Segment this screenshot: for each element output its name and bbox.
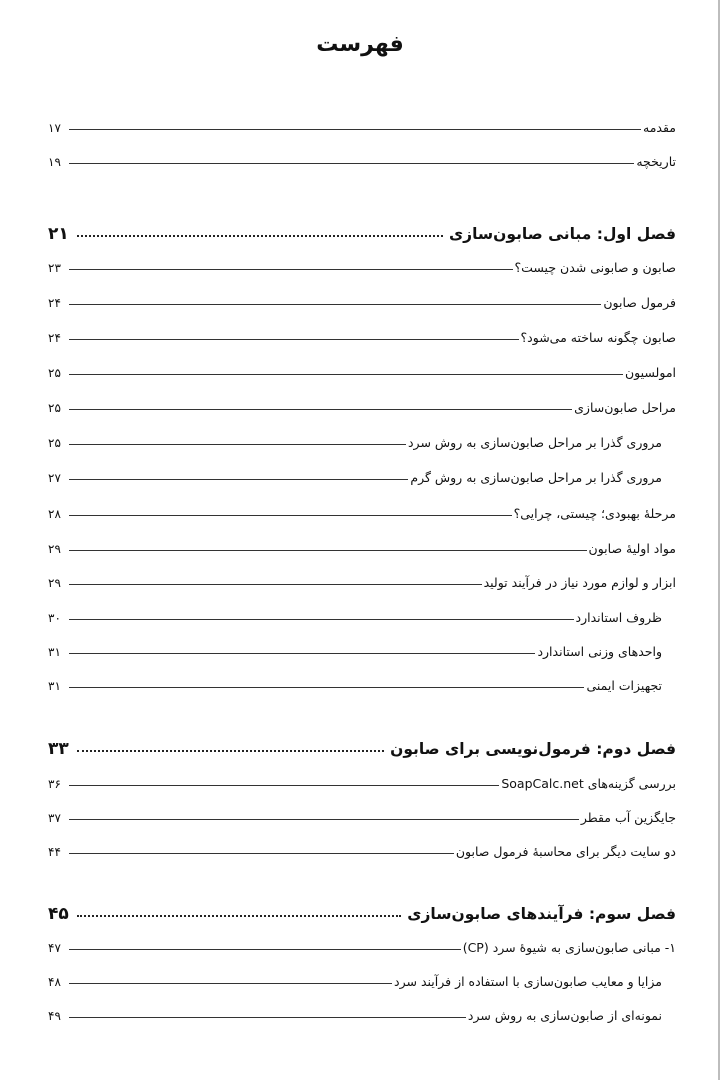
page-number: ۲۴ — [48, 296, 61, 310]
page-number: ۳۱ — [48, 679, 61, 693]
entry-label: تجهیزات ایمنی — [586, 678, 662, 693]
page-number: ۳۳ — [48, 739, 69, 759]
page-number: ۲۱ — [48, 224, 69, 244]
leader-line — [69, 949, 461, 950]
leader-dots — [77, 915, 402, 917]
leader-line — [69, 550, 587, 551]
toc-entry[interactable] — [48, 836, 676, 860]
entry-label: ابزار و لوازم مورد نیاز در فرآیند تولید — [483, 575, 676, 590]
toc-entry[interactable] — [48, 357, 676, 381]
entry-label: بررسی گزینه‌های SoapCalc.net — [501, 776, 676, 791]
leader-line — [69, 687, 584, 688]
leader-line — [69, 444, 406, 445]
toc-entry[interactable] — [48, 1000, 676, 1024]
page-number: ۲۵ — [48, 401, 61, 415]
toc-entry[interactable] — [48, 392, 676, 416]
page-number: ۴۸ — [48, 975, 61, 989]
page-number: ۲۵ — [48, 366, 61, 380]
entry-label: مروری گذرا بر مراحل صابون‌سازی به روش گرم — [410, 470, 662, 485]
entry-label: مزایا و معایب صابون‌سازی با استفاده از فرآیند سرد — [394, 974, 662, 989]
leader-line — [69, 374, 623, 375]
toc-entry[interactable] — [48, 462, 676, 486]
leader-line — [69, 1017, 466, 1018]
entry-label: مروری گذرا بر مراحل صابون‌سازی به روش سرد — [407, 435, 662, 450]
toc-entry[interactable] — [48, 670, 676, 694]
page-number: ۱۷ — [48, 121, 61, 135]
page-number: ۲۷ — [48, 471, 61, 485]
entry-label: مقدمه — [643, 120, 676, 135]
leader-line — [69, 584, 482, 585]
leader-line — [69, 819, 579, 820]
chapter-label: فصل دوم: فرمول‌نویسی برای صابون — [390, 740, 676, 758]
chapter-label: فصل سوم: فرآیندهای صابون‌سازی — [407, 905, 676, 923]
page-number: ۱۹ — [48, 155, 61, 169]
leader-dots — [77, 235, 443, 237]
entry-label: ۱- مبانی صابون‌سازی به شیوهٔ سرد (CP) — [462, 940, 676, 955]
leader-line — [69, 785, 499, 786]
toc-entry[interactable] — [48, 768, 676, 792]
toc-entry-history[interactable] — [48, 146, 676, 170]
page-number: ۳۷ — [48, 811, 61, 825]
toc-entry[interactable] — [48, 498, 676, 522]
entry-label: صابون چگونه ساخته می‌شود؟ — [520, 330, 676, 345]
toc-entry[interactable] — [48, 966, 676, 990]
leader-line — [69, 304, 601, 305]
leader-line — [69, 163, 634, 164]
leader-line — [69, 515, 512, 516]
page-number: ۴۴ — [48, 845, 61, 859]
leader-line — [69, 653, 535, 654]
leader-line — [69, 619, 574, 620]
entry-label: نمونه‌ای از صابون‌سازی به روش سرد — [467, 1008, 662, 1023]
toc-chapter-2[interactable] — [48, 735, 676, 759]
page-number: ۳۱ — [48, 645, 61, 659]
page-number: ۲۹ — [48, 576, 61, 590]
toc-entry[interactable] — [48, 322, 676, 346]
leader-line — [69, 409, 572, 410]
page-title: فهرست — [316, 32, 404, 57]
leader-dots — [77, 750, 384, 752]
toc-entry[interactable] — [48, 602, 676, 626]
page-number: ۴۹ — [48, 1009, 61, 1023]
page-number: ۲۴ — [48, 331, 61, 345]
page-number: ۳۶ — [48, 777, 61, 791]
toc-entry[interactable] — [48, 252, 676, 276]
page-number: ۲۹ — [48, 542, 61, 556]
entry-label: جایگزین آب مقطر — [580, 810, 676, 825]
toc-entry[interactable] — [48, 802, 676, 826]
toc-entry[interactable] — [48, 427, 676, 451]
page-number: ۳۰ — [48, 611, 61, 625]
leader-line — [69, 479, 408, 480]
entry-label: صابون و صابونی شدن چیست؟ — [514, 260, 676, 275]
entry-label: فرمول صابون — [603, 295, 676, 310]
leader-line — [69, 339, 519, 340]
leader-line — [69, 983, 392, 984]
toc-entry[interactable] — [48, 533, 676, 557]
page-number: ۴۵ — [48, 904, 69, 924]
chapter-label: فصل اول: مبانی صابون‌سازی — [448, 225, 676, 243]
leader-line — [69, 269, 513, 270]
leader-line — [69, 129, 641, 130]
leader-line — [69, 853, 454, 854]
entry-label: مواد اولیهٔ صابون — [588, 541, 676, 556]
entry-label: مراحل صابون‌سازی — [574, 400, 676, 415]
entry-label: واحدهای وزنی استاندارد — [537, 644, 662, 659]
entry-label: مرحلهٔ بهبودی؛ چیستی، چرایی؟ — [513, 506, 676, 521]
page-number: ۴۷ — [48, 941, 61, 955]
toc-entry[interactable] — [48, 567, 676, 591]
page-number: ۲۸ — [48, 507, 61, 521]
toc-entry[interactable] — [48, 932, 676, 956]
toc-chapter-1[interactable] — [48, 220, 676, 244]
entry-label: تاریخچه — [636, 154, 676, 169]
toc-entry-introduction[interactable] — [48, 112, 676, 136]
toc-entry[interactable] — [48, 287, 676, 311]
page-number: ۲۳ — [48, 261, 61, 275]
page-number: ۲۵ — [48, 436, 61, 450]
entry-label: دو سایت دیگر برای محاسبهٔ فرمول صابون — [455, 844, 676, 859]
entry-label: ظروف استاندارد — [575, 610, 662, 625]
toc-chapter-3[interactable] — [48, 900, 676, 924]
toc-entry[interactable] — [48, 636, 676, 660]
entry-label: امولسیون — [625, 365, 676, 380]
